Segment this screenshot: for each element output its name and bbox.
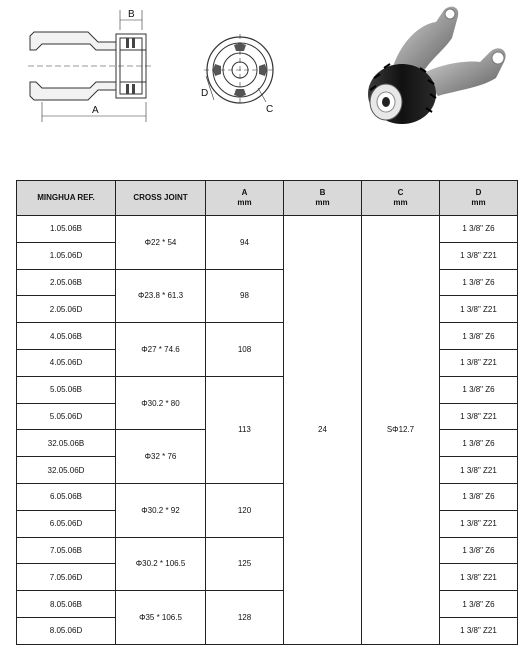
header-d: D mm (440, 181, 518, 216)
cross-joint-cell: Φ30.2 * 80 (116, 376, 206, 430)
ref-cell: 6.05.06B (17, 483, 116, 510)
ref-cell: 5.05.06B (17, 376, 116, 403)
d-cell: 1 3/8" Z6 (440, 483, 518, 510)
cross-joint-cell: Φ30.2 * 106.5 (116, 537, 206, 591)
ref-cell: 4.05.06B (17, 323, 116, 350)
dimension-c-label: C (266, 104, 274, 115)
dimension-d-label: D (201, 88, 209, 99)
d-cell: 1 3/8" Z6 (440, 323, 518, 350)
ref-cell: 8.05.06D (17, 617, 116, 644)
product-photo (340, 2, 520, 132)
a-cell: 120 (206, 483, 284, 537)
d-cell: 1 3/8" Z6 (440, 537, 518, 564)
cross-joint-cell: Φ32 * 76 (116, 430, 206, 484)
header-b: B mm (284, 181, 362, 216)
table-row (17, 269, 518, 296)
c-cell: SΦ12.7 (362, 216, 440, 645)
ref-cell: 4.05.06D (17, 349, 116, 376)
ref-cell: 6.05.06D (17, 510, 116, 537)
d-cell: 1 3/8" Z6 (440, 376, 518, 403)
d-cell: 1 3/8" Z21 (440, 296, 518, 323)
table-row (17, 483, 518, 510)
d-cell: 1 3/8" Z6 (440, 591, 518, 618)
ref-cell: 7.05.06D (17, 564, 116, 591)
a-cell: 125 (206, 537, 284, 591)
dimension-b-label: B (128, 9, 135, 20)
ref-cell: 2.05.06D (17, 296, 116, 323)
cross-joint-cell: Φ27 * 74.6 (116, 323, 206, 377)
ref-cell: 1.05.06D (17, 242, 116, 269)
a-cell: 108 (206, 323, 284, 377)
a-cell: 113 (206, 376, 284, 483)
dimension-a-label: A (92, 105, 99, 116)
header-a: A mm (206, 181, 284, 216)
table-row (17, 591, 518, 618)
d-cell: 1 3/8" Z6 (440, 430, 518, 457)
ref-cell: 8.05.06B (17, 591, 116, 618)
side-view-drawing (28, 6, 160, 126)
ref-cell: 32.05.06B (17, 430, 116, 457)
table-row (17, 323, 518, 350)
header-cross-joint: CROSS JOINT (116, 181, 206, 216)
d-cell: 1 3/8" Z21 (440, 457, 518, 484)
d-cell: 1 3/8" Z21 (440, 564, 518, 591)
header-ref: MINGHUA REF. (17, 181, 116, 216)
table-row (17, 216, 518, 243)
cross-joint-cell: Φ35 * 106.5 (116, 591, 206, 645)
ref-cell: 1.05.06B (17, 216, 116, 243)
a-cell: 94 (206, 216, 284, 270)
cross-joint-cell: Φ23.8 * 61.3 (116, 269, 206, 323)
ref-cell: 5.05.06D (17, 403, 116, 430)
d-cell: 1 3/8" Z21 (440, 510, 518, 537)
end-view-drawing (200, 30, 280, 116)
d-cell: 1 3/8" Z6 (440, 269, 518, 296)
table-row (17, 537, 518, 564)
ref-cell: 7.05.06B (17, 537, 116, 564)
a-cell: 128 (206, 591, 284, 645)
b-cell: 24 (284, 216, 362, 645)
d-cell: 1 3/8" Z21 (440, 349, 518, 376)
a-cell: 98 (206, 269, 284, 323)
d-cell: 1 3/8" Z21 (440, 242, 518, 269)
d-cell: 1 3/8" Z21 (440, 403, 518, 430)
d-cell: 1 3/8" Z21 (440, 617, 518, 644)
table-header-row (17, 181, 518, 216)
ref-cell: 2.05.06B (17, 269, 116, 296)
table-row (17, 376, 518, 403)
header-c: C mm (362, 181, 440, 216)
d-cell: 1 3/8" Z6 (440, 216, 518, 243)
spec-table (16, 180, 518, 645)
cross-joint-cell: Φ22 * 54 (116, 216, 206, 270)
cross-joint-cell: Φ30.2 * 92 (116, 483, 206, 537)
ref-cell: 32.05.06D (17, 457, 116, 484)
